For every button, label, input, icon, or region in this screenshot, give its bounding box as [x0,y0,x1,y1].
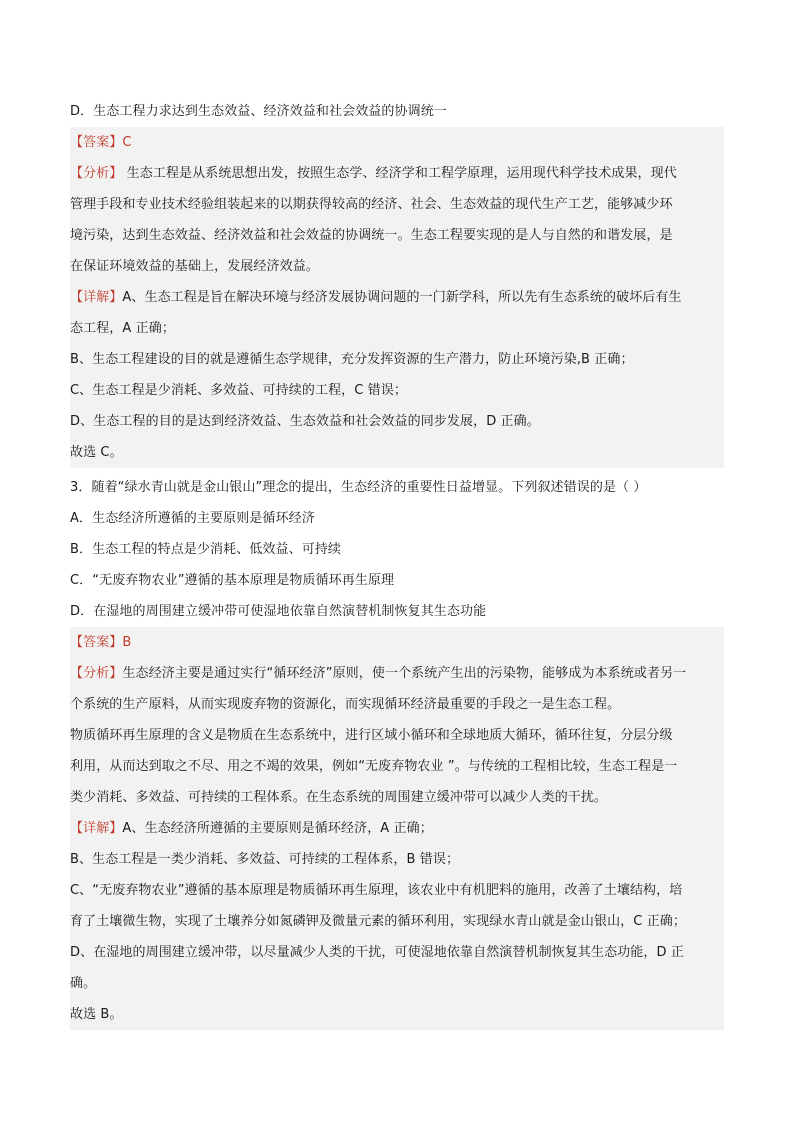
detail-tag: 【详解】 [70,290,123,305]
analysis-tag: 【分析】 [70,666,123,681]
q2-detail-line: B、生态工程建设的目的就是遵循生态学规律，充分发挥资源的生产潜力，防止环境污染,B 正确； [70,344,724,375]
q3-answer [70,627,724,658]
q3-detail-line: 育了土壤微生物，实现了土壤养分如氮磷钾及微量元素的循环利用，实现绿水青山就是金山银山，C 正确； [70,906,724,937]
q3-analysis-line: 个系统的生产原料，从而实现废弃物的资源化，而实现循环经济最重要的手段之一是生态工程。 [70,689,724,720]
analysis-tag: 【分析】 [70,166,123,181]
detail-tag: 【详解】 [70,821,123,836]
answer-value: B [122,635,132,650]
q3-detail-line: 确。 [70,968,724,999]
q2-detail-line: C、生态工程是少消耗、多效益、可持续的工程，C 错误； [70,375,724,406]
q2-detail-line: D、生态工程的目的是达到经济效益、生态效益和社会效益的同步发展，D 正确。 [70,406,724,437]
q3-detail-line: 【详解】A、生态经济所遵循的主要原则是循环经济，A 正确； [70,813,724,844]
q2-detail-line: 态工程，A 正确； [70,313,724,344]
q3-analysis-line: 【分析】生态经济主要是通过实行“循环经济”原则，使一个系统产生出的污染物，能够成为本系统或者另一 [70,658,724,689]
q2-detail-line: 【详解】A、生态工程是旨在解决环境与经济发展协调问题的一门新学科，所以先有生态系统的破坏后有生 [70,282,724,313]
q3-stem: 3．随着“绿水青山就是金山银山”理念的提出，生态经济的重要性日益增显。下列叙述错误的是（ ） [70,480,647,495]
answer-tag: 【答案】 [70,635,123,650]
q3-conclusion: 故选 B。 [70,999,724,1030]
q2-answer [70,127,724,158]
q3-detail-line: C、“无废弃物农业”遵循的基本原理是物质循环再生原理，该农业中有机肥料的施用，改善了土壤结构，培 [70,875,724,906]
q2-analysis-line: 境污染，达到生态效益、经济效益和社会效益的协调统一。生态工程要实现的是人与自然的和谐发展，是 [70,220,724,251]
q2-conclusion: 故选 C。 [70,437,724,468]
q2-analysis-line: 在保证环境效益的基础上，发展经济效益。 [70,251,724,282]
q3-analysis-line: 物质循环再生原理的含义是物质在生态系统中，进行区域小循环和全球地质大循环，循环往复，分层分级 [70,720,724,751]
q2-option-d: D．生态工程力求达到生态效益、经济效益和社会效益的协调统一 [70,104,447,119]
q2-analysis-line: 【分析】 生态工程是从系统思想出发，按照生态学、经济学和工程学原理，运用现代科学技术成果，现代 [70,158,724,189]
q3-option-b: B．生态工程的特点是少消耗、低效益、可持续 [70,542,342,557]
answer-value: C [122,135,132,150]
q2-analysis-line: 管理手段和专业技术经验组装起来的以期获得较高的经济、社会、生态效益的现代生产工艺，能够减少环 [70,189,724,220]
q3-detail-line: B、生态工程是一类少消耗、多效益、可持续的工程体系，B 错误； [70,844,724,875]
q3-option-c: C．“无废弃物农业”遵循的基本原理是物质循环再生原理 [70,573,395,588]
answer-tag: 【答案】 [70,135,123,150]
q3-option-d: D．在湿地的周围建立缓冲带可使湿地依靠自然演替机制恢复其生态功能 [70,604,487,619]
q3-option-a: A．生态经济所遵循的主要原则是循环经济 [70,511,315,526]
q3-detail-line: D、在湿地的周围建立缓冲带，以尽量减少人类的干扰，可使湿地依靠自然演替机制恢复其生态功能，D 正 [70,937,724,968]
q3-analysis-line: 利用，从而达到取之不尽、用之不竭的效果，例如“无废弃物农业 ”。与传统的工程相比较，生态工程是一 [70,751,724,782]
q3-analysis-line: 类少消耗、多效益、可持续的工程体系。在生态系统的周围建立缓冲带可以减少人类的干扰。 [70,782,724,813]
